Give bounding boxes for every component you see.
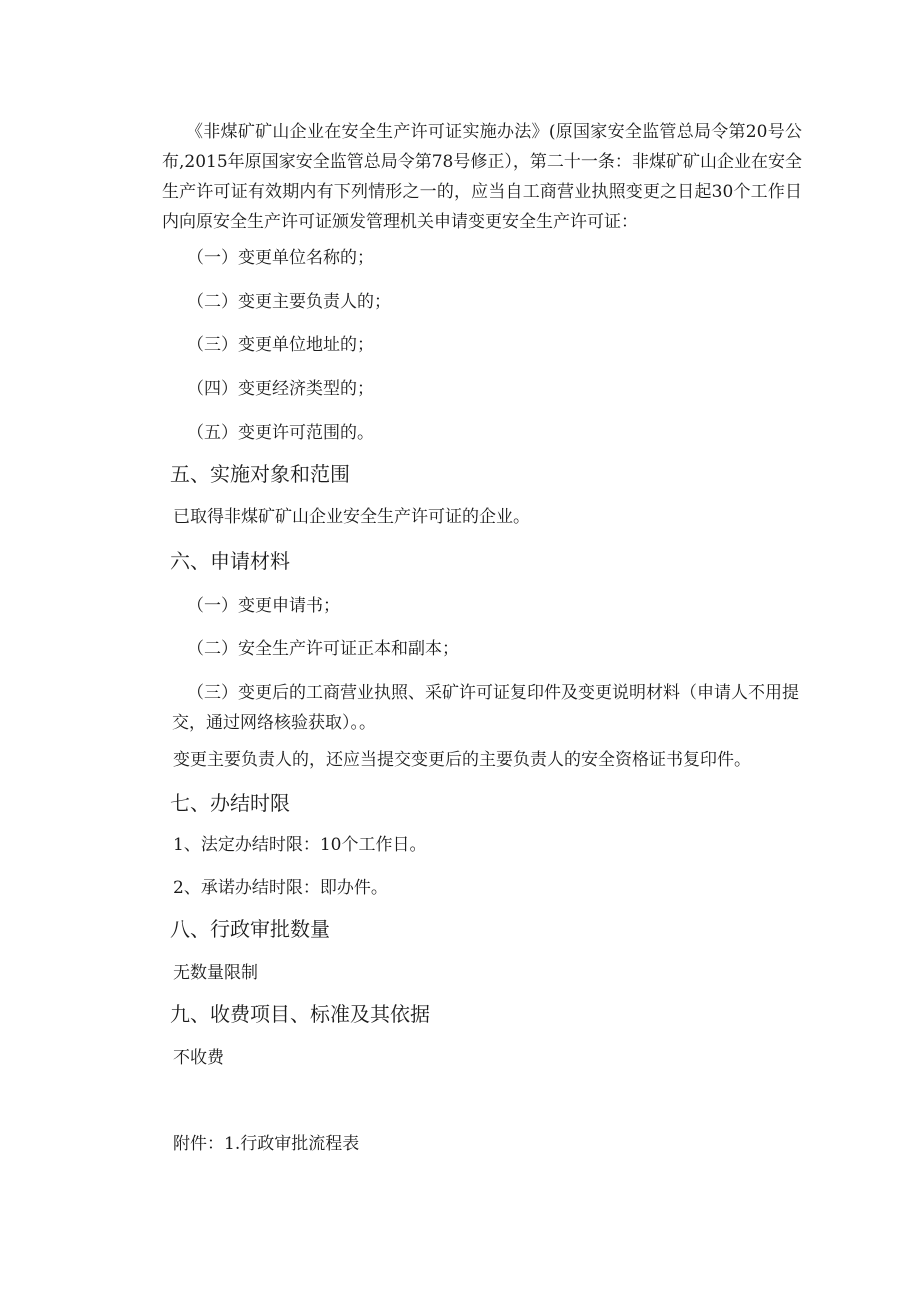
section9-text: 不收费	[173, 1048, 224, 1068]
section7-heading: 七、办结时限	[170, 791, 290, 815]
material-item-3: （三）变更后的工商营业执照、采矿许可证复印件及变更说明材料（申请人不用提交，通过网络核验获取）。。	[172, 683, 799, 733]
section8-text: 无数量限制	[173, 963, 258, 983]
section5-heading: 五、实施对象和范围	[170, 462, 350, 486]
time-limit-item-1: 1、法定办结时限：10个工作日。	[173, 835, 427, 855]
intro-paragraph: 《非煤矿矿山企业在安全生产许可证实施办法》(原国家安全监管总局令第20号公布,2015年原国家安全监管总局令第78号修正），第二十一条：非煤矿矿山企业在安全生产许可证有效期内有下列情形之一的，应当自工商营业执照变更之日起30个工作日内向原安全生产许可证颁发管理机关申请变更安全生产许可证：	[162, 122, 802, 232]
section6-heading: 六、申请材料	[170, 549, 290, 573]
time-limit-item-2: 2、承诺办结时限：即办件。	[173, 878, 388, 898]
change-item-5: （五）变更许可范围的。	[187, 423, 374, 443]
change-item-1: （一）变更单位名称的；	[187, 248, 374, 268]
attachment-line: 附件：1.行政审批流程表	[173, 1134, 360, 1154]
change-item-4: （四）变更经济类型的；	[187, 379, 374, 399]
material-item-1: （一）变更申请书；	[187, 596, 340, 616]
section8-heading: 八、行政审批数量	[170, 917, 330, 941]
section5-text: 已取得非煤矿矿山企业安全生产许可证的企业。	[173, 507, 530, 527]
material-item-2: （二）安全生产许可证正本和副本；	[187, 639, 459, 659]
change-item-2: （二）变更主要负责人的；	[187, 292, 391, 312]
change-item-3: （三）变更单位地址的；	[187, 335, 374, 355]
section6-note: 变更主要负责人的，还应当提交变更后的主要负责人的安全资格证书复印件。	[173, 750, 751, 770]
section9-heading: 九、收费项目、标准及其依据	[170, 1002, 430, 1026]
